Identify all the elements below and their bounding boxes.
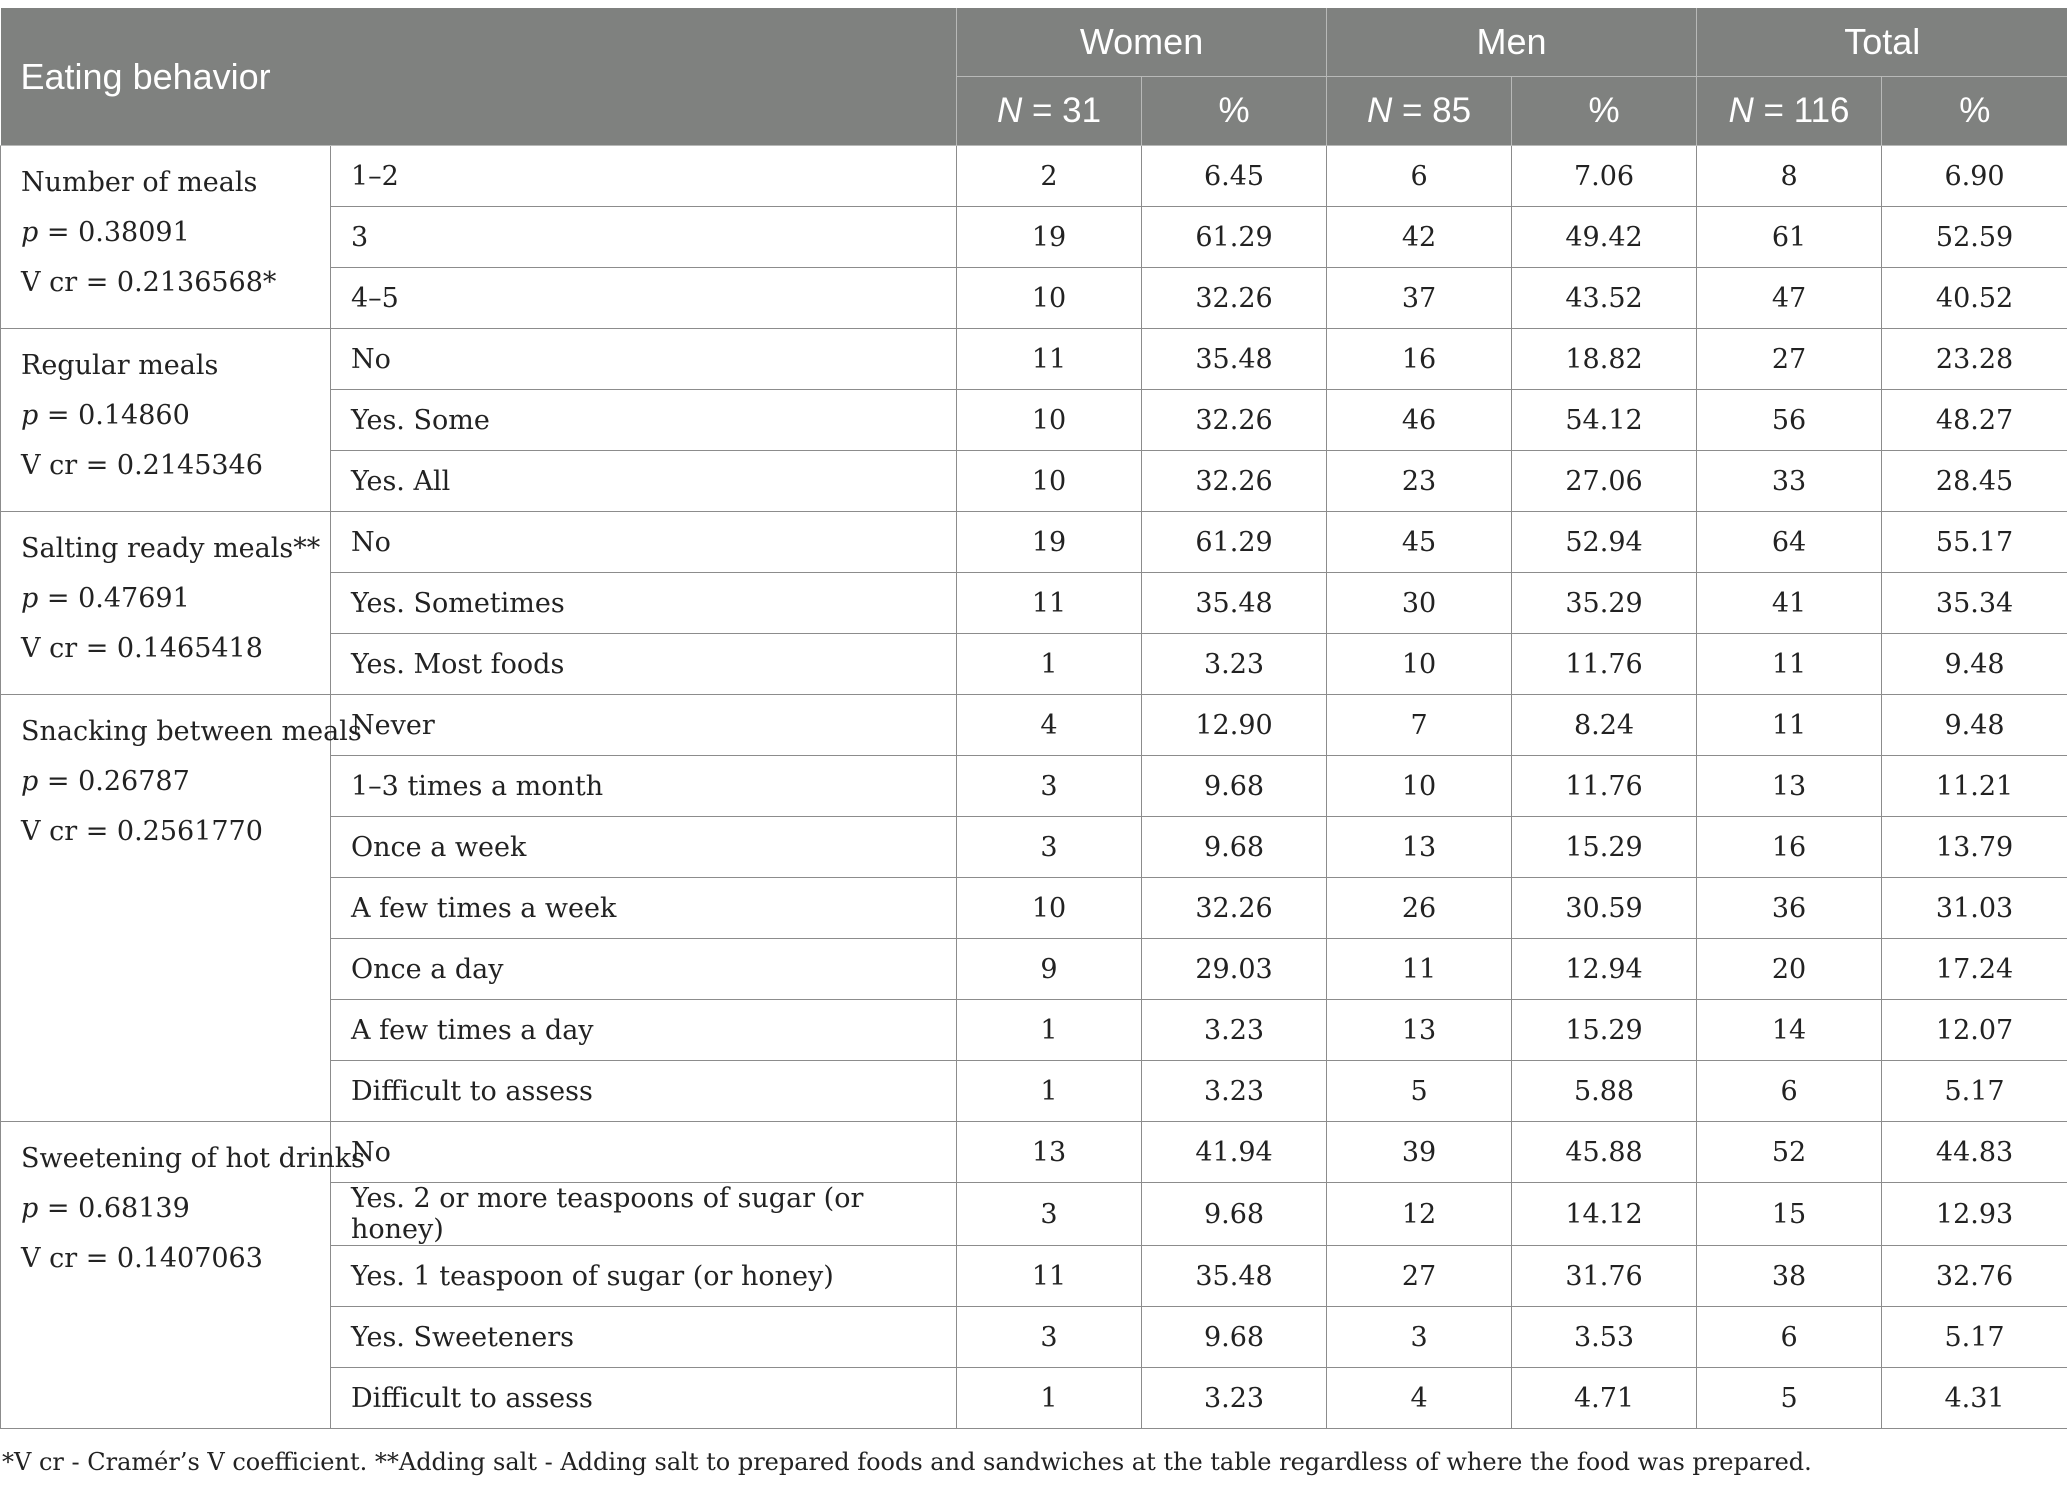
- row-category-label: Difficult to assess: [331, 1061, 957, 1122]
- cell-men-n: 46: [1327, 390, 1512, 451]
- row-category-label: Once a week: [331, 817, 957, 878]
- cell-total-pct: 9.48: [1882, 695, 2067, 756]
- cell-total-n: 20: [1697, 939, 1882, 1000]
- group-p-value: p = 0.68139: [21, 1193, 190, 1224]
- cell-men-pct: 15.29: [1512, 817, 1697, 878]
- cell-women-n: 4: [957, 695, 1142, 756]
- group-cell: [1, 146, 331, 329]
- cell-women-n: 11: [957, 329, 1142, 390]
- cell-men-n: 26: [1327, 878, 1512, 939]
- cell-total-pct: 12.07: [1882, 1000, 2067, 1061]
- cell-men-n: 42: [1327, 207, 1512, 268]
- group-cell: [1, 695, 362, 1122]
- cell-total-n: 38: [1697, 1246, 1882, 1307]
- cell-women-pct: 6.45: [1142, 146, 1327, 207]
- subheader-total-pct: %: [1882, 77, 2067, 146]
- row-category-label: Difficult to assess: [331, 1368, 957, 1429]
- cell-men-pct: 14.12: [1512, 1183, 1697, 1246]
- cell-men-pct: 52.94: [1512, 512, 1697, 573]
- cell-women-n: 1: [957, 634, 1142, 695]
- cell-men-n: 16: [1327, 329, 1512, 390]
- cell-total-pct: 5.17: [1882, 1061, 2067, 1122]
- table-row: [1, 1122, 2067, 1183]
- cell-men-pct: 45.88: [1512, 1122, 1697, 1183]
- group-label: Regular meals: [21, 350, 219, 381]
- cell-total-pct: 17.24: [1882, 939, 2067, 1000]
- group-v-cr: V cr = 0.2145346: [21, 450, 263, 481]
- row-category-label: Yes. Sometimes: [331, 573, 957, 634]
- cell-total-n: 61: [1697, 207, 1882, 268]
- cell-men-n: 7: [1327, 695, 1512, 756]
- cell-men-pct: 7.06: [1512, 146, 1697, 207]
- cell-total-pct: 55.17: [1882, 512, 2067, 573]
- cell-total-n: 6: [1697, 1061, 1882, 1122]
- cell-women-n: 10: [957, 390, 1142, 451]
- cell-women-n: 3: [957, 1183, 1142, 1246]
- cell-women-pct: 32.26: [1142, 878, 1327, 939]
- header-row-groups: [1, 8, 2067, 77]
- cell-total-pct: 12.93: [1882, 1183, 2067, 1246]
- subheader-women-n: N = 31: [957, 77, 1142, 146]
- cell-men-pct: 43.52: [1512, 268, 1697, 329]
- cell-men-pct: 11.76: [1512, 634, 1697, 695]
- cell-women-pct: 3.23: [1142, 1000, 1327, 1061]
- cell-men-n: 10: [1327, 634, 1512, 695]
- column-header-total: Total: [1697, 8, 2067, 77]
- cell-women-n: 3: [957, 817, 1142, 878]
- subheader-total-n: N = 116: [1697, 77, 1882, 146]
- row-category-label: Yes. All: [331, 451, 957, 512]
- group-cell: [1, 512, 331, 695]
- row-category-label: A few times a week: [331, 878, 957, 939]
- cell-total-n: 16: [1697, 817, 1882, 878]
- cell-women-n: 1: [957, 1061, 1142, 1122]
- cell-total-n: 14: [1697, 1000, 1882, 1061]
- cell-total-n: 33: [1697, 451, 1882, 512]
- group-cell: [1, 329, 331, 512]
- column-header-women: Women: [957, 8, 1327, 77]
- row-category-label: No: [331, 329, 957, 390]
- cell-total-pct: 28.45: [1882, 451, 2067, 512]
- cell-men-n: 23: [1327, 451, 1512, 512]
- cell-total-n: 5: [1697, 1368, 1882, 1429]
- eating-behavior-table: [0, 8, 2067, 1429]
- cell-men-n: 27: [1327, 1246, 1512, 1307]
- cell-women-n: 10: [957, 268, 1142, 329]
- cell-women-n: 3: [957, 756, 1142, 817]
- cell-men-pct: 31.76: [1512, 1246, 1697, 1307]
- cell-women-pct: 35.48: [1142, 573, 1327, 634]
- cell-women-pct: 61.29: [1142, 512, 1327, 573]
- cell-men-pct: 11.76: [1512, 756, 1697, 817]
- row-category-label: A few times a day: [331, 1000, 957, 1061]
- cell-total-pct: 48.27: [1882, 390, 2067, 451]
- cell-women-pct: 32.26: [1142, 451, 1327, 512]
- cell-men-n: 45: [1327, 512, 1512, 573]
- cell-total-n: 52: [1697, 1122, 1882, 1183]
- cell-men-n: 39: [1327, 1122, 1512, 1183]
- group-p-value: p = 0.14860: [21, 400, 190, 431]
- row-category-label: 3: [331, 207, 957, 268]
- cell-total-n: 15: [1697, 1183, 1882, 1246]
- cell-women-n: 9: [957, 939, 1142, 1000]
- cell-women-pct: 12.90: [1142, 695, 1327, 756]
- cell-total-pct: 9.48: [1882, 634, 2067, 695]
- group-label: Sweetening of hot drinks: [21, 1143, 366, 1174]
- cell-women-n: 3: [957, 1307, 1142, 1368]
- row-category-label: 1–3 times a month: [331, 756, 957, 817]
- cell-total-pct: 11.21: [1882, 756, 2067, 817]
- cell-total-pct: 23.28: [1882, 329, 2067, 390]
- cell-women-n: 10: [957, 451, 1142, 512]
- cell-women-n: 13: [957, 1122, 1142, 1183]
- group-cell: [1, 1122, 366, 1429]
- cell-total-n: 27: [1697, 329, 1882, 390]
- cell-men-pct: 18.82: [1512, 329, 1697, 390]
- cell-total-n: 64: [1697, 512, 1882, 573]
- cell-women-pct: 35.48: [1142, 329, 1327, 390]
- cell-men-pct: 54.12: [1512, 390, 1697, 451]
- group-label: Snacking between meals: [21, 716, 362, 747]
- cell-total-n: 11: [1697, 634, 1882, 695]
- group-v-cr: V cr = 0.1465418: [21, 633, 263, 664]
- cell-women-n: 1: [957, 1368, 1142, 1429]
- cell-men-n: 12: [1327, 1183, 1512, 1246]
- cell-men-n: 4: [1327, 1368, 1512, 1429]
- cell-men-pct: 3.53: [1512, 1307, 1697, 1368]
- cell-total-n: 36: [1697, 878, 1882, 939]
- cell-total-pct: 4.31: [1882, 1368, 2067, 1429]
- cell-women-pct: 61.29: [1142, 207, 1327, 268]
- cell-total-pct: 35.34: [1882, 573, 2067, 634]
- column-header-eating-behavior: Eating behavior: [1, 8, 957, 146]
- cell-men-pct: 8.24: [1512, 695, 1697, 756]
- cell-total-pct: 13.79: [1882, 817, 2067, 878]
- cell-women-pct: 9.68: [1142, 817, 1327, 878]
- cell-total-n: 6: [1697, 1307, 1882, 1368]
- cell-men-n: 11: [1327, 939, 1512, 1000]
- subheader-men-pct: %: [1512, 77, 1697, 146]
- cell-women-n: 19: [957, 512, 1142, 573]
- cell-men-n: 6: [1327, 146, 1512, 207]
- cell-women-pct: 41.94: [1142, 1122, 1327, 1183]
- cell-men-pct: 49.42: [1512, 207, 1697, 268]
- row-category-label: No: [331, 512, 957, 573]
- cell-total-n: 41: [1697, 573, 1882, 634]
- table-row: [1, 695, 2067, 756]
- cell-women-pct: 9.68: [1142, 756, 1327, 817]
- table-row: [1, 329, 2067, 390]
- cell-total-pct: 32.76: [1882, 1246, 2067, 1307]
- cell-men-n: 10: [1327, 756, 1512, 817]
- cell-total-n: 11: [1697, 695, 1882, 756]
- group-label: Number of meals: [21, 167, 258, 198]
- cell-women-n: 19: [957, 207, 1142, 268]
- row-category-label: No: [331, 1122, 957, 1183]
- cell-men-pct: 35.29: [1512, 573, 1697, 634]
- cell-total-pct: 6.90: [1882, 146, 2067, 207]
- cell-men-n: 3: [1327, 1307, 1512, 1368]
- cell-women-pct: 3.23: [1142, 1061, 1327, 1122]
- cell-total-n: 56: [1697, 390, 1882, 451]
- column-header-men: Men: [1327, 8, 1697, 77]
- cell-men-n: 30: [1327, 573, 1512, 634]
- group-v-cr: V cr = 0.2136568*: [21, 267, 277, 298]
- table-body: [1, 146, 2067, 1429]
- cell-women-pct: 35.48: [1142, 1246, 1327, 1307]
- cell-men-n: 37: [1327, 268, 1512, 329]
- cell-women-n: 1: [957, 1000, 1142, 1061]
- group-p-value: p = 0.47691: [21, 583, 190, 614]
- cell-women-n: 2: [957, 146, 1142, 207]
- group-label: Salting ready meals**: [21, 533, 321, 564]
- row-category-label: Yes. 1 teaspoon of sugar (or honey): [331, 1246, 957, 1307]
- cell-total-n: 13: [1697, 756, 1882, 817]
- row-category-label: Yes. Some: [331, 390, 957, 451]
- row-category-label: 4–5: [331, 268, 957, 329]
- cell-men-pct: 4.71: [1512, 1368, 1697, 1429]
- subheader-women-pct: %: [1142, 77, 1327, 146]
- cell-men-pct: 12.94: [1512, 939, 1697, 1000]
- subheader-men-n: N = 85: [1327, 77, 1512, 146]
- cell-total-n: 47: [1697, 268, 1882, 329]
- cell-women-pct: 3.23: [1142, 1368, 1327, 1429]
- group-v-cr: V cr = 0.2561770: [21, 816, 263, 847]
- group-v-cr: V cr = 0.1407063: [21, 1243, 263, 1274]
- cell-total-pct: 52.59: [1882, 207, 2067, 268]
- cell-men-n: 13: [1327, 817, 1512, 878]
- row-category-label: Never: [331, 695, 957, 756]
- row-category-label: 1–2: [331, 146, 957, 207]
- cell-women-n: 11: [957, 573, 1142, 634]
- cell-women-pct: 29.03: [1142, 939, 1327, 1000]
- row-category-label: Once a day: [331, 939, 957, 1000]
- cell-men-pct: 30.59: [1512, 878, 1697, 939]
- cell-women-n: 11: [957, 1246, 1142, 1307]
- cell-total-pct: 40.52: [1882, 268, 2067, 329]
- cell-total-pct: 44.83: [1882, 1122, 2067, 1183]
- cell-women-pct: 9.68: [1142, 1183, 1327, 1246]
- row-category-label: Yes. Most foods: [331, 634, 957, 695]
- cell-women-pct: 32.26: [1142, 390, 1327, 451]
- table-row: [1, 512, 2067, 573]
- table-footnote: *V cr - Cramér’s V coefficient. **Adding salt - Adding salt to prepared foods and sandwiches at the table regardless of where the food was prepared.: [2, 1448, 1812, 1476]
- cell-men-pct: 15.29: [1512, 1000, 1697, 1061]
- cell-women-pct: 9.68: [1142, 1307, 1327, 1368]
- cell-total-pct: 5.17: [1882, 1307, 2067, 1368]
- row-category-label: Yes. Sweeteners: [331, 1307, 957, 1368]
- cell-women-pct: 3.23: [1142, 634, 1327, 695]
- table-row: [1, 146, 2067, 207]
- group-p-value: p = 0.38091: [21, 217, 190, 248]
- cell-men-pct: 27.06: [1512, 451, 1697, 512]
- group-p-value: p = 0.26787: [21, 766, 190, 797]
- cell-men-n: 13: [1327, 1000, 1512, 1061]
- row-category-label: Yes. 2 or more teaspoons of sugar (or honey): [331, 1183, 957, 1246]
- cell-women-n: 10: [957, 878, 1142, 939]
- cell-total-pct: 31.03: [1882, 878, 2067, 939]
- cell-total-n: 8: [1697, 146, 1882, 207]
- cell-men-pct: 5.88: [1512, 1061, 1697, 1122]
- cell-women-pct: 32.26: [1142, 268, 1327, 329]
- cell-men-n: 5: [1327, 1061, 1512, 1122]
